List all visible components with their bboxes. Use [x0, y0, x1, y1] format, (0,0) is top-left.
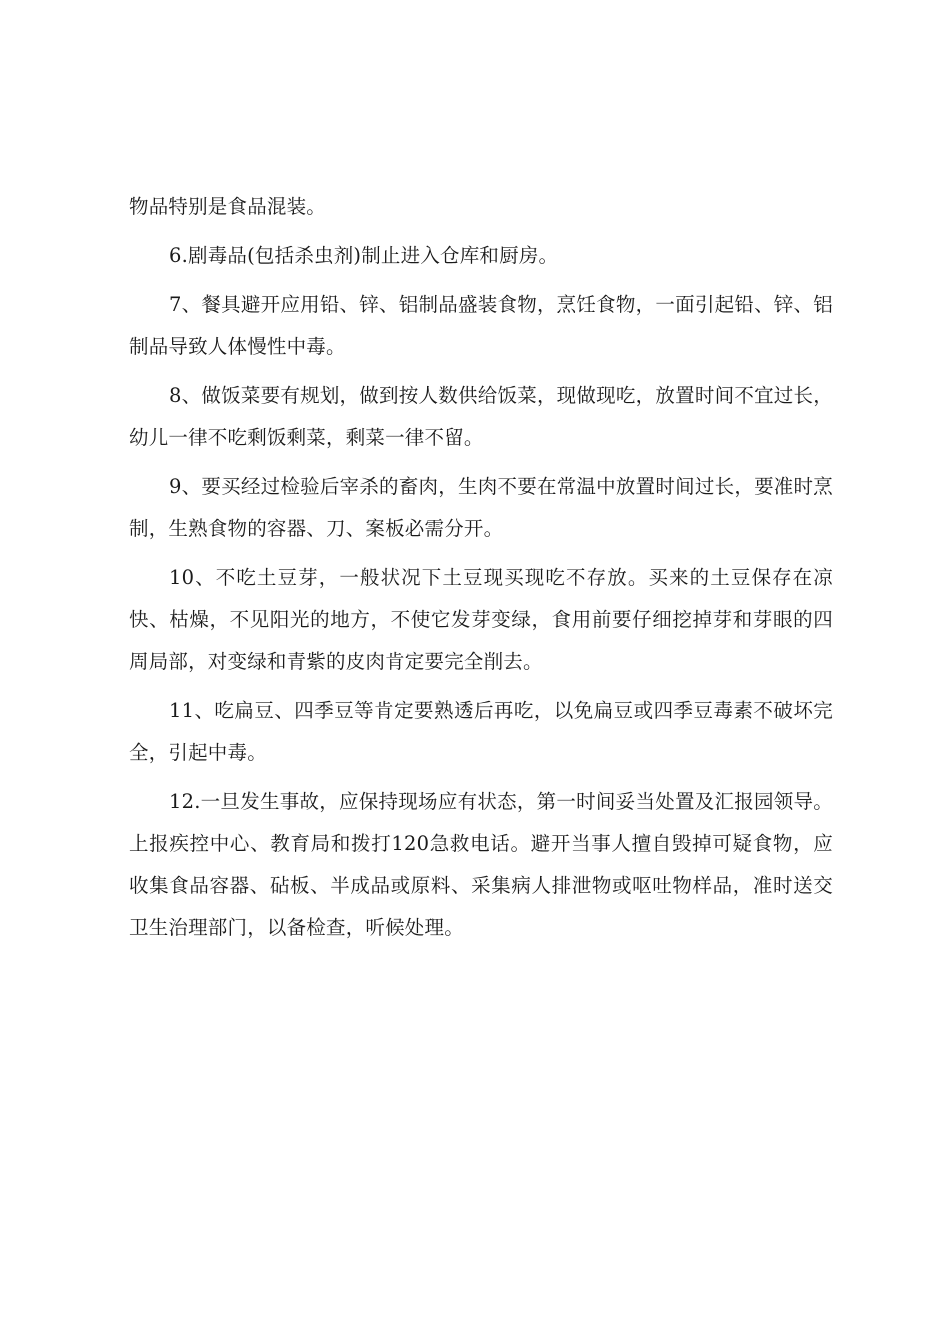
paragraph-continuation: 物品特别是食品混装。: [129, 195, 327, 218]
paragraph-item-8: 8、做饭菜要有规划，做到按人数供给饭菜，现做现吃，放置时间不宜过长，幼儿一律不吃剩饭剩菜，剩菜一律不留。: [129, 384, 833, 449]
paragraph-item-6: 6.剧毒品(包括杀虫剂)制止进入仓库和厨房。: [169, 244, 559, 267]
paragraph-item-7: 7、餐具避开应用铅、锌、铝制品盛装食物，烹饪食物，一面引起铅、锌、铝制品导致人体慢性中毒。: [129, 293, 833, 358]
paragraph-item-11: 11、吃扁豆、四季豆等肯定要熟透后再吃，以免扁豆或四季豆毒素不破坏完全，引起中毒。: [129, 699, 833, 764]
paragraph-item-10: 10、不吃土豆芽，一般状况下土豆现买现吃不存放。买来的土豆保存在凉快、枯燥，不见阳光的地方，不使它发芽变绿，食用前要仔细挖掉芽和芽眼的四周局部，对变绿和青紫的皮肉肯定要完全削去。: [129, 566, 833, 673]
paragraph-item-9: 9、要买经过检验后宰杀的畜肉，生肉不要在常温中放置时间过长，要准时烹制，生熟食物的容器、刀、案板必需分开。: [129, 475, 833, 540]
document-body: [129, 186, 833, 956]
paragraph-item-12: 12.一旦发生事故，应保持现场应有状态，第一时间妥当处置及汇报园领导。上报疾控中心、教育局和拨打120急救电话。避开当事人擅自毁掉可疑食物，应收集食品容器、砧板、半成品或原料、采集病人排泄物或呕吐物样品，准时送交卫生治理部门，以备检查，听候处理。: [129, 790, 833, 939]
